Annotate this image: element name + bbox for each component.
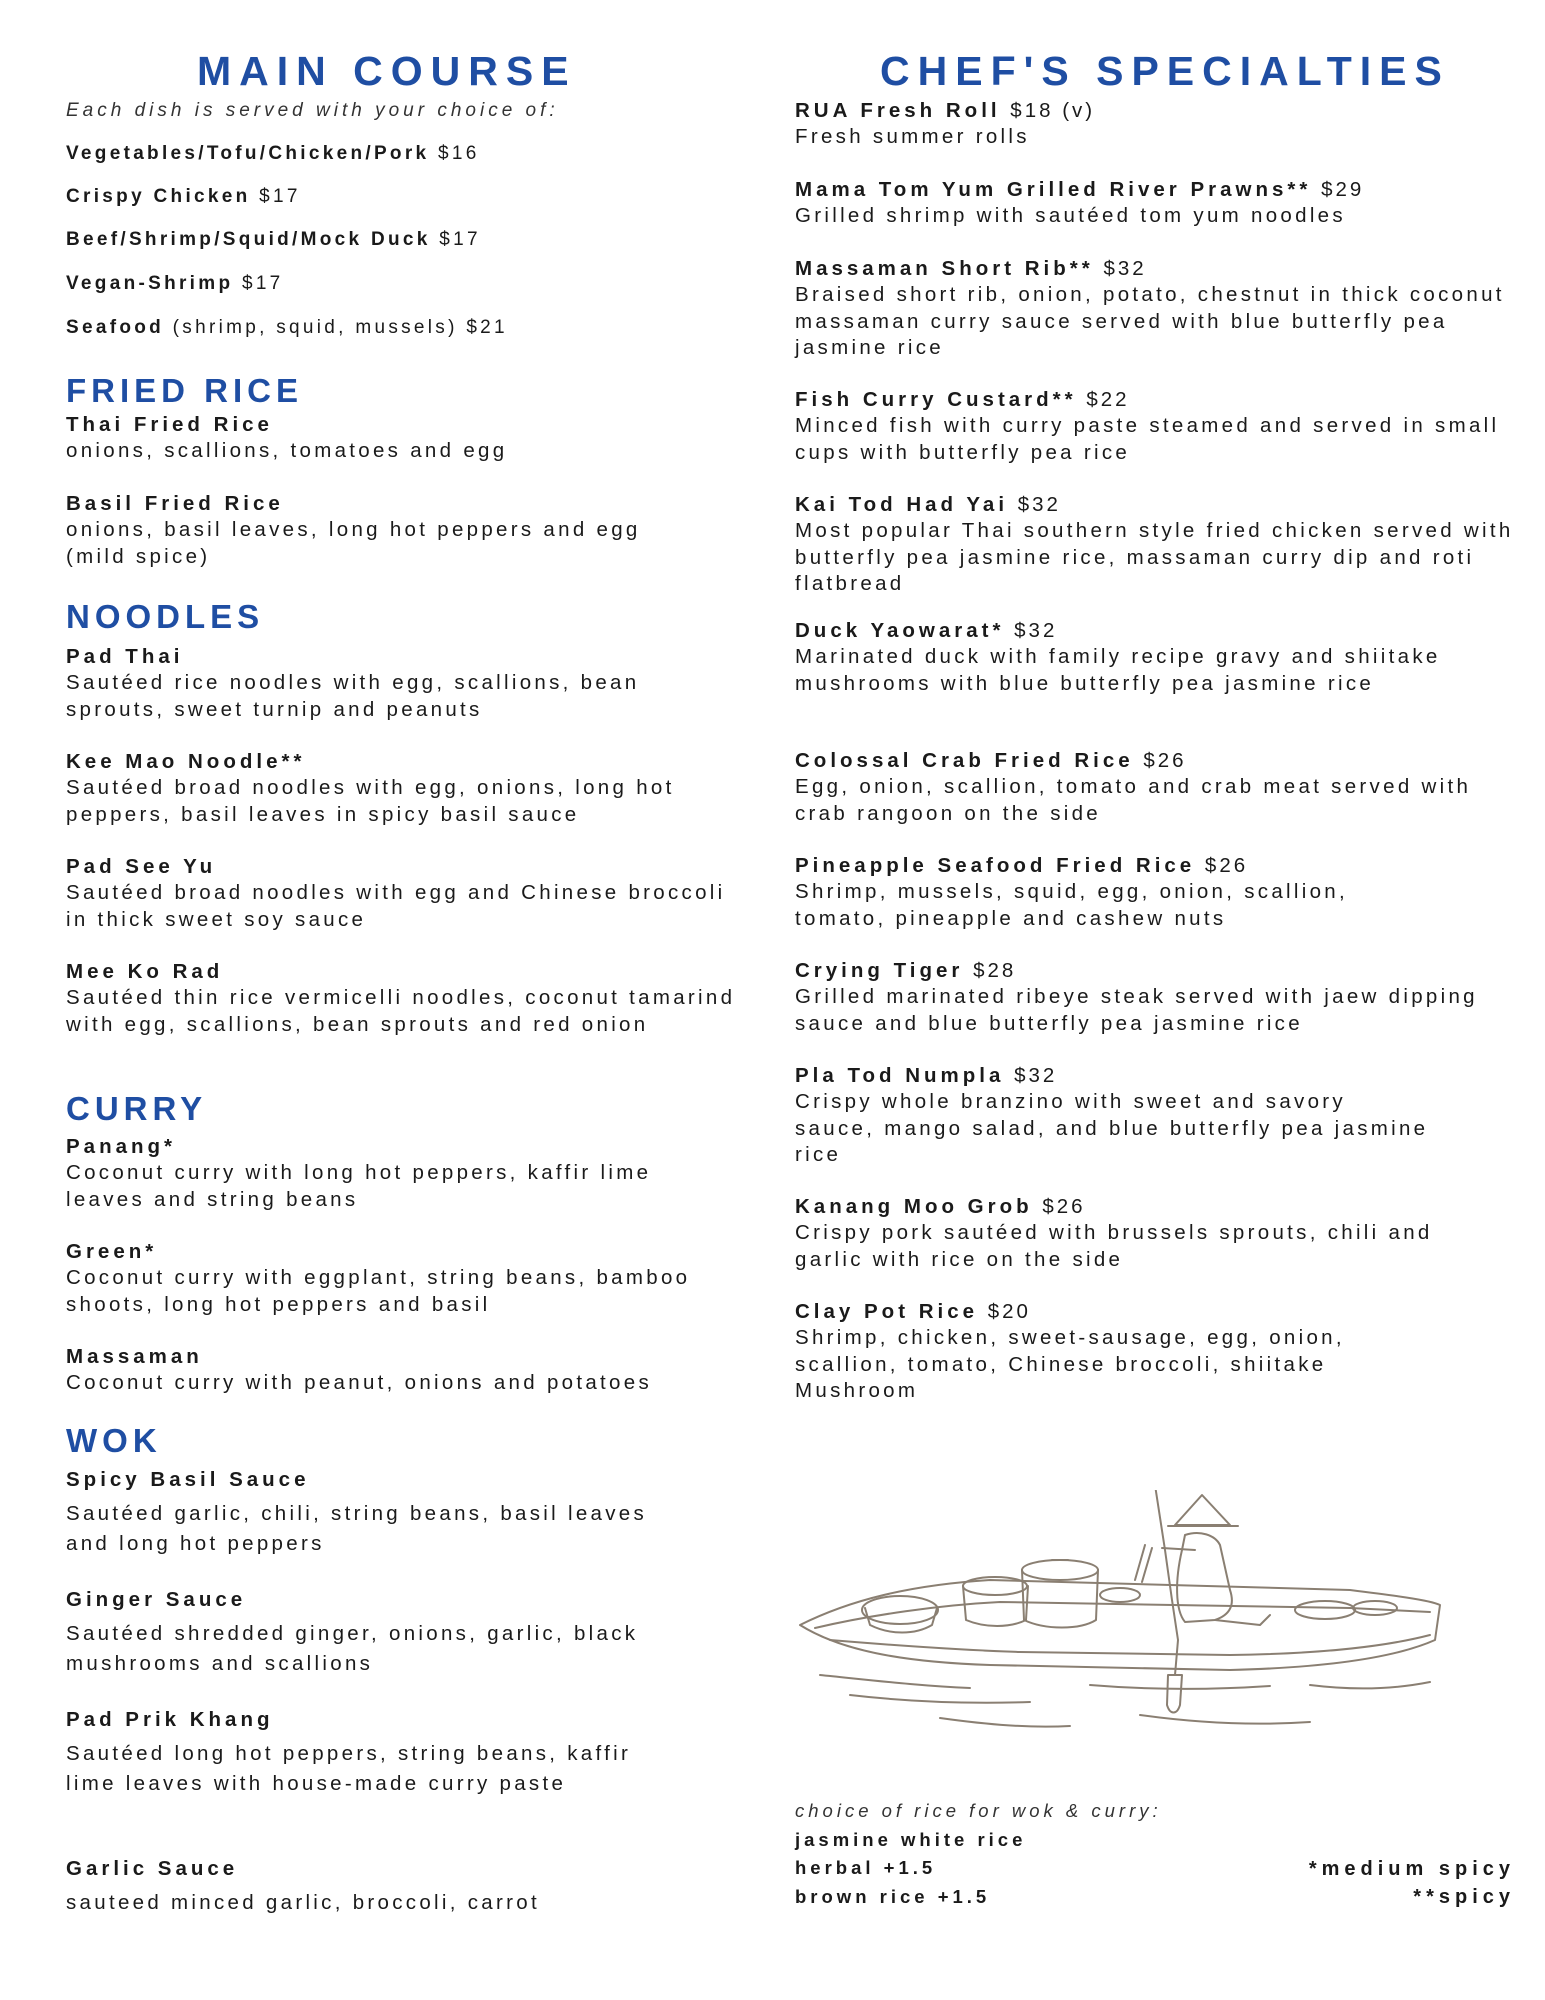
- rice-option: jasmine white rice: [795, 1829, 1027, 1850]
- menu-item: [66, 644, 746, 723]
- option-name: Beef/Shrimp/Squid/Mock Duck: [66, 229, 431, 250]
- item-price: $26: [1143, 749, 1187, 772]
- option-name: Seafood: [66, 317, 165, 338]
- option-price: $16: [438, 143, 480, 164]
- menu-item: [66, 1344, 666, 1397]
- item-description: Shrimp, chicken, sweet-sausage, egg, onion, scallion, tomato, Chinese broccoli, shiitake Mushroom: [795, 1326, 1345, 1402]
- item-name: Massaman: [66, 1345, 203, 1368]
- item-name: Pad See Yu: [66, 855, 217, 878]
- item-description: Grilled shrimp with sautéed tom yum noodles: [795, 204, 1346, 227]
- specialties-title: CHEF'S SPECIALTIES: [880, 48, 1450, 94]
- item-name: RUA Fresh Roll: [795, 99, 1001, 122]
- item-name: Pad Thai: [66, 645, 184, 668]
- item-description: Coconut curry with long hot peppers, kaffir lime leaves and string beans: [66, 1161, 652, 1211]
- menu-item: [66, 1239, 696, 1318]
- menu-item: [795, 618, 1515, 697]
- item-price: $26: [1042, 1195, 1086, 1218]
- item-description: Crispy whole branzino with sweet and savory sauce, mango salad, and blue butterfly pea jasmine rice: [795, 1090, 1429, 1166]
- item-price: $32: [1017, 493, 1061, 516]
- curry-title: CURRY: [66, 1090, 208, 1127]
- protein-option: [66, 143, 480, 165]
- item-price: $22: [1086, 388, 1130, 411]
- menu-item: [795, 177, 1515, 230]
- option-name: Crispy Chicken: [66, 186, 251, 207]
- protein-option: [66, 229, 481, 251]
- protein-option: [66, 317, 508, 339]
- item-name: Panang*: [66, 1135, 177, 1158]
- item-description: Most popular Thai southern style fried chicken served with butterfly pea jasmine rice, massaman curry dip and roti flatbread: [795, 519, 1514, 595]
- item-price: $29: [1321, 178, 1365, 201]
- item-price: $18 (v): [1010, 99, 1096, 122]
- menu-item: [795, 1063, 1435, 1169]
- rice-option: brown rice +1.5: [795, 1886, 991, 1907]
- item-name: Kai Tod Had Yai: [795, 493, 1009, 516]
- item-name: Green*: [66, 1240, 158, 1263]
- item-description: Coconut curry with peanut, onions and potatoes: [66, 1371, 652, 1394]
- menu-item: [66, 412, 696, 465]
- main-course-title: MAIN COURSE: [197, 48, 577, 94]
- item-description: Egg, onion, scallion, tomato and crab meat served with crab rangoon on the side: [795, 775, 1472, 825]
- item-description: Crispy pork sautéed with brussels sprouts, chili and garlic with rice on the side: [795, 1221, 1433, 1271]
- menu-item: [66, 1467, 666, 1559]
- item-name: Thai Fried Rice: [66, 413, 273, 436]
- main-course-intro: Each dish is served with your choice of:: [66, 100, 559, 121]
- wok-title: WOK: [66, 1422, 162, 1459]
- menu-item: [795, 98, 1515, 151]
- item-description: Fresh summer rolls: [795, 125, 1030, 148]
- item-price: $32: [1014, 619, 1058, 642]
- item-name: Kanang Moo Grob: [795, 1195, 1033, 1218]
- menu-item: [795, 1299, 1435, 1405]
- item-name: Massaman Short Rib**: [795, 257, 1094, 280]
- item-price: $20: [987, 1300, 1031, 1323]
- item-description: sauteed minced garlic, broccoli, carrot: [66, 1891, 540, 1914]
- rice-option: herbal +1.5: [795, 1857, 937, 1878]
- menu-item: [66, 959, 746, 1038]
- menu-item: [66, 854, 726, 933]
- option-name: Vegan-Shrimp: [66, 273, 234, 294]
- menu-item: [66, 1856, 706, 1918]
- item-name: Pad Prik Khang: [66, 1708, 274, 1731]
- item-description: Sautéed shredded ginger, onions, garlic, black mushrooms and scallions: [66, 1622, 639, 1675]
- item-name: Crying Tiger: [795, 959, 964, 982]
- item-name: Ginger Sauce: [66, 1588, 247, 1611]
- item-description: onions, scallions, tomatoes and egg: [66, 439, 508, 462]
- protein-option: [66, 186, 301, 208]
- item-description: Marinated duck with family recipe gravy and shiitake mushrooms with blue butterfly pea jasmine rice: [795, 645, 1441, 695]
- menu-item: [795, 1194, 1475, 1273]
- item-description: onions, basil leaves, long hot peppers and egg (mild spice): [66, 518, 641, 568]
- menu-item: [66, 1134, 706, 1213]
- item-description: Coconut curry with eggplant, string beans, bamboo shoots, long hot peppers and basil: [66, 1266, 691, 1316]
- item-description: Sautéed garlic, chili, string beans, basil leaves and long hot peppers: [66, 1502, 648, 1555]
- menu-item: [66, 1587, 666, 1679]
- option-price: $17: [259, 186, 301, 207]
- menu-item: [795, 492, 1515, 598]
- item-name: Clay Pot Rice: [795, 1300, 979, 1323]
- item-price: $26: [1204, 854, 1249, 877]
- item-description: Minced fish with curry paste steamed and served in small cups with butterfly pea rice: [795, 414, 1500, 464]
- item-price: $28: [973, 959, 1017, 982]
- item-description: Sautéed rice noodles with egg, scallions, bean sprouts, sweet turnip and peanuts: [66, 671, 640, 721]
- item-price: $32: [1014, 1064, 1058, 1087]
- item-name: Colossal Crab Fried Rice: [795, 749, 1134, 772]
- item-price: $32: [1103, 257, 1147, 280]
- item-description: Shrimp, mussels, squid, egg, onion, scallion, tomato, pineapple and cashew nuts: [795, 880, 1349, 930]
- item-name: Basil Fried Rice: [66, 492, 284, 515]
- item-name: Spicy Basil Sauce: [66, 1468, 310, 1491]
- menu-item: [795, 958, 1515, 1037]
- option-name: Vegetables/Tofu/Chicken/Pork: [66, 143, 430, 164]
- menu-item: [795, 387, 1515, 466]
- noodles-title: NOODLES: [66, 598, 265, 635]
- item-description: Grilled marinated ribeye steak served with jaew dipping sauce and blue butterfly pea jasmine rice: [795, 985, 1478, 1035]
- menu-item: [795, 853, 1435, 932]
- item-description: Sautéed broad noodles with egg and Chinese broccoli in thick sweet soy sauce: [66, 881, 726, 931]
- item-name: Pla Tod Numpla: [795, 1064, 1005, 1087]
- menu-item: [795, 256, 1515, 362]
- fried-rice-title: FRIED RICE: [66, 372, 304, 409]
- item-name: Fish Curry Custard**: [795, 388, 1077, 411]
- item-name: Garlic Sauce: [66, 1857, 239, 1880]
- item-name: Duck Yaowarat*: [795, 619, 1005, 642]
- option-price: $17: [439, 229, 481, 250]
- rice-note: choice of rice for wok & curry:: [795, 1800, 1162, 1821]
- spice-legend-medium: *medium spicy: [1308, 1858, 1515, 1880]
- item-name: Mama Tom Yum Grilled River Prawns**: [795, 178, 1312, 201]
- option-price: $17: [241, 273, 284, 294]
- item-description: Sautéed broad noodles with egg, onions, long hot peppers, basil leaves in spicy basil sauce: [66, 776, 675, 826]
- item-description: Sautéed long hot peppers, string beans, kaffir lime leaves with house-made curry paste: [66, 1742, 632, 1795]
- option-price: (shrimp, squid, mussels) $21: [172, 317, 508, 338]
- spice-legend-spicy: **spicy: [1413, 1886, 1515, 1908]
- menu-item: [66, 749, 726, 828]
- item-description: Braised short rib, onion, potato, chestnut in thick coconut massaman curry sauce served with blue butterfly pea jasmine rice: [795, 283, 1505, 359]
- menu-item: [66, 491, 696, 570]
- menu-item: [795, 748, 1515, 827]
- boat-vendor-illustration: [790, 1490, 1450, 1760]
- item-name: Mee Ko Rad: [66, 960, 224, 983]
- item-description: Sautéed thin rice vermicelli noodles, coconut tamarind with egg, scallions, bean sprouts and red onion: [66, 986, 736, 1036]
- item-name: Kee Mao Noodle**: [66, 750, 306, 773]
- menu-item: [66, 1707, 666, 1799]
- protein-option: [66, 273, 284, 295]
- item-name: Pineapple Seafood Fried Rice: [795, 854, 1196, 877]
